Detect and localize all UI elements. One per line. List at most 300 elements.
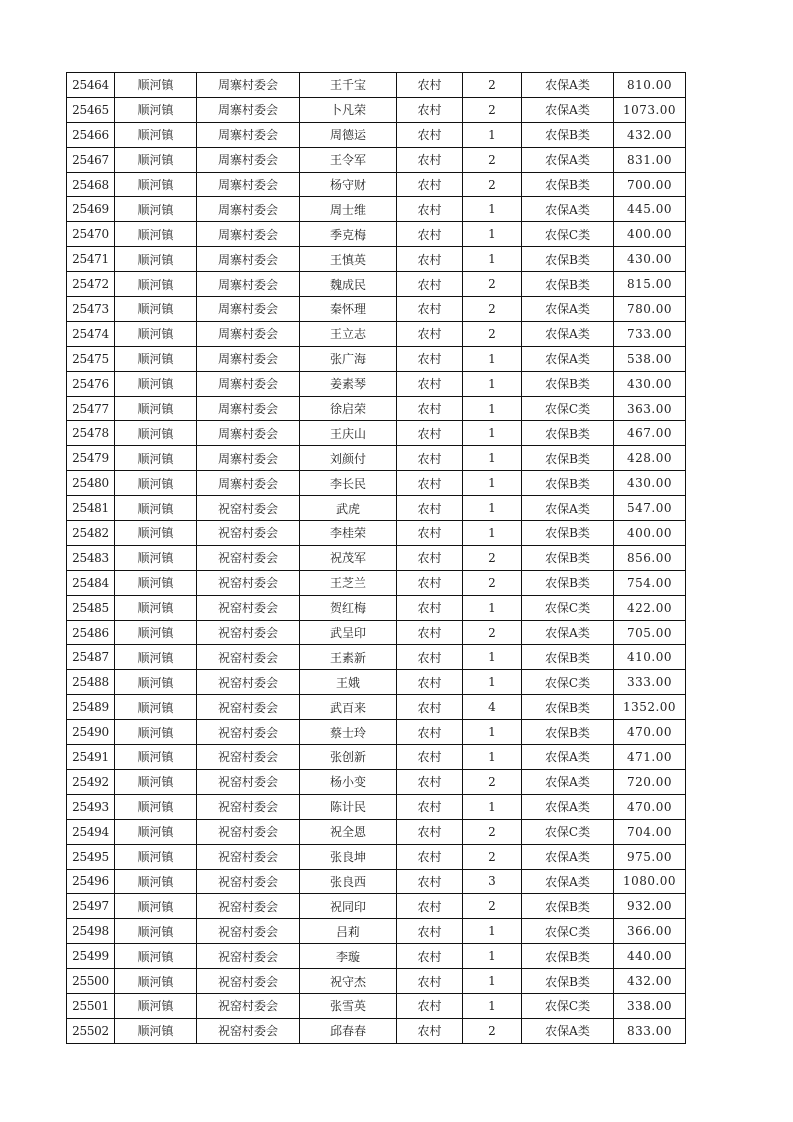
household-count-cell: 3 <box>463 869 522 894</box>
person-name-cell: 蔡士玲 <box>300 720 397 745</box>
record-id-cell: 25474 <box>67 321 115 346</box>
insurance-category-cell: 农保A类 <box>522 620 614 645</box>
amount-cell: 400.00 <box>614 222 686 247</box>
household-count-cell: 2 <box>463 172 522 197</box>
household-count-cell: 1 <box>463 197 522 222</box>
town-cell: 顺河镇 <box>115 197 197 222</box>
area-type-cell: 农村 <box>397 97 463 122</box>
person-name-cell: 周德运 <box>300 122 397 147</box>
town-cell: 顺河镇 <box>115 321 197 346</box>
household-count-cell: 1 <box>463 745 522 770</box>
table-row <box>67 595 686 620</box>
amount-cell: 428.00 <box>614 446 686 471</box>
table-row <box>67 346 686 371</box>
table-row <box>67 819 686 844</box>
village-cell: 祝窑村委会 <box>197 894 300 919</box>
town-cell: 顺河镇 <box>115 819 197 844</box>
village-cell: 祝窑村委会 <box>197 620 300 645</box>
amount-cell: 815.00 <box>614 272 686 297</box>
person-name-cell: 王素新 <box>300 645 397 670</box>
village-cell: 周寨村委会 <box>197 147 300 172</box>
town-cell: 顺河镇 <box>115 745 197 770</box>
amount-cell: 1352.00 <box>614 695 686 720</box>
insurance-category-cell: 农保B类 <box>522 471 614 496</box>
insurance-category-cell: 农保B类 <box>522 969 614 994</box>
village-cell: 祝窑村委会 <box>197 969 300 994</box>
person-name-cell: 杨小变 <box>300 769 397 794</box>
household-count-cell: 1 <box>463 222 522 247</box>
person-name-cell: 张雪英 <box>300 993 397 1018</box>
household-count-cell: 1 <box>463 720 522 745</box>
area-type-cell: 农村 <box>397 297 463 322</box>
village-cell: 周寨村委会 <box>197 346 300 371</box>
person-name-cell: 陈计民 <box>300 794 397 819</box>
record-id-cell: 25473 <box>67 297 115 322</box>
area-type-cell: 农村 <box>397 73 463 98</box>
record-id-cell: 25471 <box>67 247 115 272</box>
record-id-cell: 25485 <box>67 595 115 620</box>
household-count-cell: 4 <box>463 695 522 720</box>
record-id-cell: 25487 <box>67 645 115 670</box>
area-type-cell: 农村 <box>397 595 463 620</box>
town-cell: 顺河镇 <box>115 794 197 819</box>
record-id-cell: 25502 <box>67 1018 115 1043</box>
person-name-cell: 武虎 <box>300 496 397 521</box>
household-count-cell: 2 <box>463 844 522 869</box>
area-type-cell: 农村 <box>397 745 463 770</box>
record-id-cell: 25479 <box>67 446 115 471</box>
household-count-cell: 1 <box>463 993 522 1018</box>
amount-cell: 810.00 <box>614 73 686 98</box>
record-id-cell: 25486 <box>67 620 115 645</box>
record-id-cell: 25500 <box>67 969 115 994</box>
insurance-category-cell: 农保A类 <box>522 844 614 869</box>
person-name-cell: 张良坤 <box>300 844 397 869</box>
village-cell: 祝窑村委会 <box>197 670 300 695</box>
person-name-cell: 周士维 <box>300 197 397 222</box>
area-type-cell: 农村 <box>397 570 463 595</box>
person-name-cell: 王娥 <box>300 670 397 695</box>
amount-cell: 432.00 <box>614 969 686 994</box>
person-name-cell: 祝全恩 <box>300 819 397 844</box>
village-cell: 祝窑村委会 <box>197 521 300 546</box>
person-name-cell: 祝茂军 <box>300 545 397 570</box>
household-count-cell: 1 <box>463 247 522 272</box>
household-count-cell: 1 <box>463 496 522 521</box>
record-id-cell: 25493 <box>67 794 115 819</box>
amount-cell: 547.00 <box>614 496 686 521</box>
insurance-category-cell: 农保A类 <box>522 745 614 770</box>
table-row <box>67 396 686 421</box>
record-id-cell: 25475 <box>67 346 115 371</box>
household-count-cell: 1 <box>463 670 522 695</box>
amount-cell: 831.00 <box>614 147 686 172</box>
town-cell: 顺河镇 <box>115 421 197 446</box>
household-count-cell: 1 <box>463 122 522 147</box>
table-row <box>67 993 686 1018</box>
record-id-cell: 25490 <box>67 720 115 745</box>
insurance-category-cell: 农保B类 <box>522 521 614 546</box>
area-type-cell: 农村 <box>397 521 463 546</box>
insurance-category-cell: 农保B类 <box>522 172 614 197</box>
village-cell: 周寨村委会 <box>197 421 300 446</box>
amount-cell: 432.00 <box>614 122 686 147</box>
insurance-category-cell: 农保C类 <box>522 595 614 620</box>
insurance-category-cell: 农保B类 <box>522 944 614 969</box>
town-cell: 顺河镇 <box>115 147 197 172</box>
household-count-cell: 2 <box>463 297 522 322</box>
person-name-cell: 祝同印 <box>300 894 397 919</box>
household-count-cell: 1 <box>463 521 522 546</box>
table-row <box>67 969 686 994</box>
village-cell: 周寨村委会 <box>197 471 300 496</box>
area-type-cell: 农村 <box>397 894 463 919</box>
insurance-category-cell: 农保A类 <box>522 297 614 322</box>
village-cell: 周寨村委会 <box>197 297 300 322</box>
table-row <box>67 321 686 346</box>
table-row <box>67 894 686 919</box>
record-id-cell: 25492 <box>67 769 115 794</box>
town-cell: 顺河镇 <box>115 969 197 994</box>
insurance-category-cell: 农保A类 <box>522 147 614 172</box>
insurance-category-cell: 农保A类 <box>522 869 614 894</box>
village-cell: 祝窑村委会 <box>197 720 300 745</box>
record-id-cell: 25495 <box>67 844 115 869</box>
village-cell: 祝窑村委会 <box>197 919 300 944</box>
amount-cell: 856.00 <box>614 545 686 570</box>
amount-cell: 366.00 <box>614 919 686 944</box>
village-cell: 祝窑村委会 <box>197 794 300 819</box>
table-body <box>67 73 686 1044</box>
record-id-cell: 25477 <box>67 396 115 421</box>
area-type-cell: 农村 <box>397 819 463 844</box>
amount-cell: 471.00 <box>614 745 686 770</box>
area-type-cell: 农村 <box>397 321 463 346</box>
household-count-cell: 1 <box>463 371 522 396</box>
town-cell: 顺河镇 <box>115 222 197 247</box>
person-name-cell: 王千宝 <box>300 73 397 98</box>
village-cell: 周寨村委会 <box>197 371 300 396</box>
insurance-category-cell: 农保B类 <box>522 570 614 595</box>
amount-cell: 400.00 <box>614 521 686 546</box>
table-row <box>67 147 686 172</box>
town-cell: 顺河镇 <box>115 97 197 122</box>
table-row <box>67 471 686 496</box>
village-cell: 祝窑村委会 <box>197 545 300 570</box>
amount-cell: 445.00 <box>614 197 686 222</box>
area-type-cell: 农村 <box>397 969 463 994</box>
area-type-cell: 农村 <box>397 769 463 794</box>
town-cell: 顺河镇 <box>115 471 197 496</box>
record-id-cell: 25489 <box>67 695 115 720</box>
person-name-cell: 张创新 <box>300 745 397 770</box>
person-name-cell: 季克梅 <box>300 222 397 247</box>
village-cell: 周寨村委会 <box>197 222 300 247</box>
person-name-cell: 杨守财 <box>300 172 397 197</box>
town-cell: 顺河镇 <box>115 297 197 322</box>
town-cell: 顺河镇 <box>115 695 197 720</box>
table-row <box>67 944 686 969</box>
town-cell: 顺河镇 <box>115 595 197 620</box>
insurance-category-cell: 农保A类 <box>522 346 614 371</box>
amount-cell: 470.00 <box>614 720 686 745</box>
village-cell: 祝窑村委会 <box>197 695 300 720</box>
area-type-cell: 农村 <box>397 545 463 570</box>
record-id-cell: 25497 <box>67 894 115 919</box>
household-count-cell: 1 <box>463 421 522 446</box>
amount-cell: 705.00 <box>614 620 686 645</box>
village-cell: 周寨村委会 <box>197 321 300 346</box>
town-cell: 顺河镇 <box>115 720 197 745</box>
town-cell: 顺河镇 <box>115 769 197 794</box>
record-id-cell: 25484 <box>67 570 115 595</box>
insurance-category-cell: 农保B类 <box>522 371 614 396</box>
area-type-cell: 农村 <box>397 421 463 446</box>
area-type-cell: 农村 <box>397 720 463 745</box>
record-id-cell: 25472 <box>67 272 115 297</box>
insurance-category-cell: 农保B类 <box>522 247 614 272</box>
insurance-category-cell: 农保A类 <box>522 496 614 521</box>
insurance-category-cell: 农保B类 <box>522 645 614 670</box>
person-name-cell: 武百来 <box>300 695 397 720</box>
area-type-cell: 农村 <box>397 844 463 869</box>
town-cell: 顺河镇 <box>115 869 197 894</box>
person-name-cell: 祝守杰 <box>300 969 397 994</box>
record-id-cell: 25483 <box>67 545 115 570</box>
table-row <box>67 794 686 819</box>
area-type-cell: 农村 <box>397 222 463 247</box>
table-row <box>67 421 686 446</box>
record-id-cell: 25496 <box>67 869 115 894</box>
amount-cell: 1080.00 <box>614 869 686 894</box>
amount-cell: 467.00 <box>614 421 686 446</box>
village-cell: 祝窑村委会 <box>197 745 300 770</box>
amount-cell: 363.00 <box>614 396 686 421</box>
record-id-cell: 25494 <box>67 819 115 844</box>
person-name-cell: 李长民 <box>300 471 397 496</box>
person-name-cell: 李璇 <box>300 944 397 969</box>
person-name-cell: 王庆山 <box>300 421 397 446</box>
insurance-category-cell: 农保B类 <box>522 446 614 471</box>
person-name-cell: 王立志 <box>300 321 397 346</box>
town-cell: 顺河镇 <box>115 570 197 595</box>
insurance-category-cell: 农保C类 <box>522 222 614 247</box>
town-cell: 顺河镇 <box>115 919 197 944</box>
amount-cell: 410.00 <box>614 645 686 670</box>
area-type-cell: 农村 <box>397 670 463 695</box>
table-row <box>67 371 686 396</box>
village-cell: 祝窑村委会 <box>197 595 300 620</box>
insurance-category-cell: 农保A类 <box>522 794 614 819</box>
table-row <box>67 297 686 322</box>
table-row <box>67 1018 686 1043</box>
table-row <box>67 869 686 894</box>
insurance-category-cell: 农保B类 <box>522 272 614 297</box>
household-count-cell: 2 <box>463 894 522 919</box>
record-id-cell: 25465 <box>67 97 115 122</box>
area-type-cell: 农村 <box>397 645 463 670</box>
amount-cell: 440.00 <box>614 944 686 969</box>
insurance-category-cell: 农保C类 <box>522 396 614 421</box>
area-type-cell: 农村 <box>397 496 463 521</box>
person-name-cell: 王令军 <box>300 147 397 172</box>
town-cell: 顺河镇 <box>115 620 197 645</box>
person-name-cell: 张良西 <box>300 869 397 894</box>
town-cell: 顺河镇 <box>115 944 197 969</box>
village-cell: 周寨村委会 <box>197 122 300 147</box>
area-type-cell: 农村 <box>397 197 463 222</box>
record-id-cell: 25467 <box>67 147 115 172</box>
insurance-category-cell: 农保A类 <box>522 321 614 346</box>
record-id-cell: 25501 <box>67 993 115 1018</box>
amount-cell: 975.00 <box>614 844 686 869</box>
person-name-cell: 武呈印 <box>300 620 397 645</box>
table-row <box>67 197 686 222</box>
area-type-cell: 农村 <box>397 794 463 819</box>
record-id-cell: 25476 <box>67 371 115 396</box>
household-count-cell: 1 <box>463 944 522 969</box>
amount-cell: 720.00 <box>614 769 686 794</box>
village-cell: 周寨村委会 <box>197 97 300 122</box>
person-name-cell: 姜素琴 <box>300 371 397 396</box>
town-cell: 顺河镇 <box>115 844 197 869</box>
town-cell: 顺河镇 <box>115 272 197 297</box>
record-id-cell: 25469 <box>67 197 115 222</box>
table-row <box>67 620 686 645</box>
household-count-cell: 1 <box>463 794 522 819</box>
table-row <box>67 720 686 745</box>
table-row <box>67 496 686 521</box>
record-id-cell: 25470 <box>67 222 115 247</box>
village-cell: 周寨村委会 <box>197 446 300 471</box>
amount-cell: 422.00 <box>614 595 686 620</box>
insurance-category-cell: 农保C类 <box>522 670 614 695</box>
table-row <box>67 73 686 98</box>
village-cell: 周寨村委会 <box>197 197 300 222</box>
village-cell: 祝窑村委会 <box>197 993 300 1018</box>
amount-cell: 470.00 <box>614 794 686 819</box>
table-row <box>67 272 686 297</box>
insurance-category-cell: 农保B类 <box>522 421 614 446</box>
household-count-cell: 2 <box>463 570 522 595</box>
amount-cell: 780.00 <box>614 297 686 322</box>
household-count-cell: 1 <box>463 446 522 471</box>
table-row <box>67 745 686 770</box>
town-cell: 顺河镇 <box>115 545 197 570</box>
town-cell: 顺河镇 <box>115 446 197 471</box>
table-row <box>67 222 686 247</box>
village-cell: 祝窑村委会 <box>197 769 300 794</box>
area-type-cell: 农村 <box>397 944 463 969</box>
record-id-cell: 25481 <box>67 496 115 521</box>
household-count-cell: 2 <box>463 769 522 794</box>
amount-cell: 1073.00 <box>614 97 686 122</box>
town-cell: 顺河镇 <box>115 645 197 670</box>
area-type-cell: 农村 <box>397 346 463 371</box>
area-type-cell: 农村 <box>397 1018 463 1043</box>
amount-cell: 932.00 <box>614 894 686 919</box>
record-id-cell: 25488 <box>67 670 115 695</box>
amount-cell: 430.00 <box>614 371 686 396</box>
village-cell: 周寨村委会 <box>197 73 300 98</box>
data-table <box>66 72 686 1044</box>
insurance-category-cell: 农保A类 <box>522 769 614 794</box>
area-type-cell: 农村 <box>397 620 463 645</box>
person-name-cell: 徐启荣 <box>300 396 397 421</box>
record-id-cell: 25482 <box>67 521 115 546</box>
household-count-cell: 2 <box>463 73 522 98</box>
village-cell: 祝窑村委会 <box>197 944 300 969</box>
insurance-category-cell: 农保A类 <box>522 73 614 98</box>
town-cell: 顺河镇 <box>115 521 197 546</box>
insurance-category-cell: 农保C类 <box>522 819 614 844</box>
person-name-cell: 吕莉 <box>300 919 397 944</box>
table-row <box>67 97 686 122</box>
table-row <box>67 570 686 595</box>
person-name-cell: 李桂荣 <box>300 521 397 546</box>
town-cell: 顺河镇 <box>115 371 197 396</box>
person-name-cell: 王慎英 <box>300 247 397 272</box>
table-row <box>67 645 686 670</box>
insurance-category-cell: 农保B类 <box>522 122 614 147</box>
table-row <box>67 695 686 720</box>
household-count-cell: 1 <box>463 645 522 670</box>
amount-cell: 338.00 <box>614 993 686 1018</box>
household-count-cell: 1 <box>463 595 522 620</box>
amount-cell: 733.00 <box>614 321 686 346</box>
person-name-cell: 魏成民 <box>300 272 397 297</box>
person-name-cell: 邱春春 <box>300 1018 397 1043</box>
table-row <box>67 844 686 869</box>
person-name-cell: 卜凡荣 <box>300 97 397 122</box>
record-id-cell: 25466 <box>67 122 115 147</box>
insurance-category-cell: 农保A类 <box>522 1018 614 1043</box>
village-cell: 祝窑村委会 <box>197 869 300 894</box>
area-type-cell: 农村 <box>397 446 463 471</box>
table-row <box>67 769 686 794</box>
area-type-cell: 农村 <box>397 247 463 272</box>
town-cell: 顺河镇 <box>115 993 197 1018</box>
person-name-cell: 刘颜付 <box>300 446 397 471</box>
amount-cell: 700.00 <box>614 172 686 197</box>
insurance-category-cell: 农保A类 <box>522 97 614 122</box>
household-count-cell: 1 <box>463 471 522 496</box>
household-count-cell: 2 <box>463 620 522 645</box>
household-count-cell: 2 <box>463 1018 522 1043</box>
area-type-cell: 农村 <box>397 396 463 421</box>
insurance-category-cell: 农保C类 <box>522 993 614 1018</box>
household-count-cell: 1 <box>463 969 522 994</box>
area-type-cell: 农村 <box>397 695 463 720</box>
town-cell: 顺河镇 <box>115 346 197 371</box>
person-name-cell: 王芝兰 <box>300 570 397 595</box>
area-type-cell: 农村 <box>397 869 463 894</box>
insurance-category-cell: 农保A类 <box>522 197 614 222</box>
village-cell: 周寨村委会 <box>197 396 300 421</box>
village-cell: 祝窑村委会 <box>197 1018 300 1043</box>
town-cell: 顺河镇 <box>115 396 197 421</box>
table-row <box>67 122 686 147</box>
amount-cell: 430.00 <box>614 471 686 496</box>
insurance-category-cell: 农保B类 <box>522 894 614 919</box>
village-cell: 周寨村委会 <box>197 247 300 272</box>
town-cell: 顺河镇 <box>115 122 197 147</box>
record-id-cell: 25499 <box>67 944 115 969</box>
town-cell: 顺河镇 <box>115 172 197 197</box>
household-count-cell: 1 <box>463 396 522 421</box>
household-count-cell: 2 <box>463 545 522 570</box>
record-id-cell: 25468 <box>67 172 115 197</box>
